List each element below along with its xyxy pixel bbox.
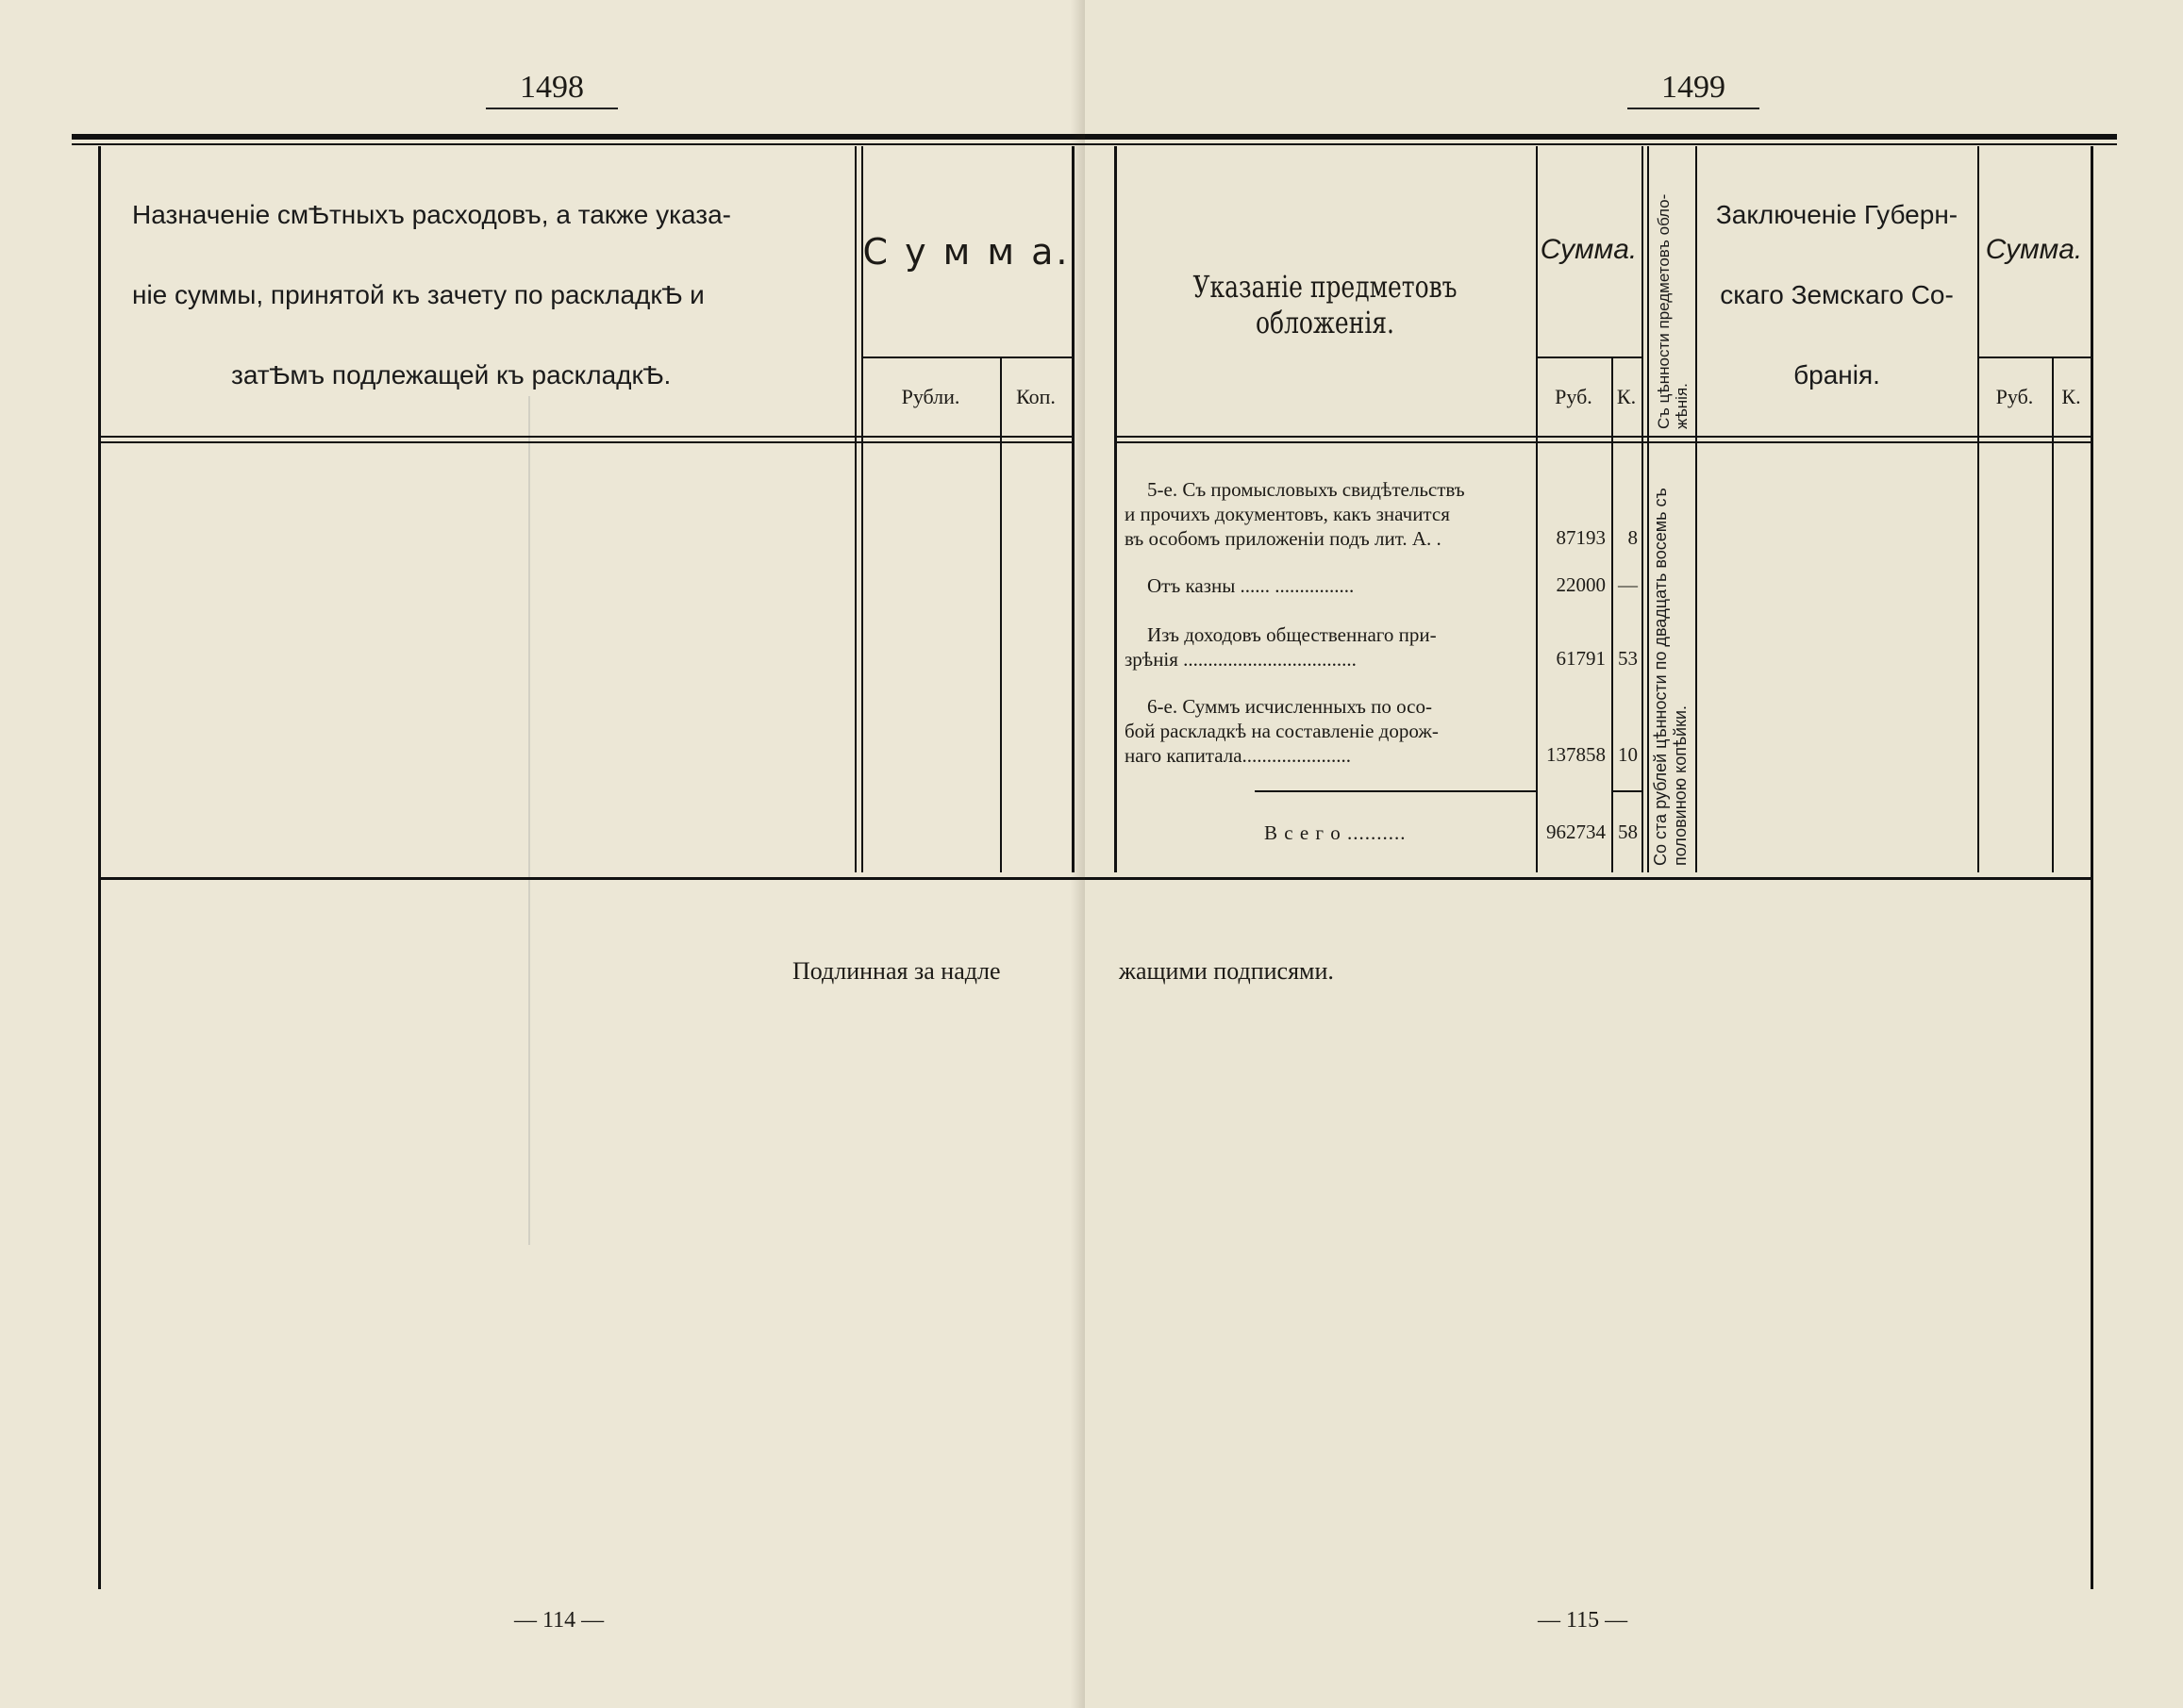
sum2-title: Сумма. — [1985, 234, 2083, 265]
right-page — [1085, 0, 2183, 1708]
top-thick-rule — [72, 134, 1085, 140]
folio-left: — 114 — — [514, 1608, 605, 1633]
value-column-vertical: Съ цѣнности предметовъ обло-жѣнія. — [1655, 193, 1691, 429]
total-kop: 58 — [1618, 821, 1638, 843]
rate-column-vertical: Со ста рублей цѣнности по двадцать восемь съ половиною копѣйки. — [1651, 488, 1690, 866]
rub-kop-divider — [1611, 357, 1613, 872]
page-number: 1499 — [1627, 68, 1759, 109]
row-4-line-3: наго капитала...................... — [1125, 744, 1352, 767]
sum2-subheader-rule — [1977, 357, 2091, 358]
row-4-line-1: 6-е. Суммъ исчисленныхъ по осо- — [1147, 695, 1432, 718]
kopecks-label: Коп. — [1016, 385, 1056, 408]
total-rule-kop — [1611, 790, 1641, 792]
row-1-rub: 87193 — [1556, 526, 1606, 549]
footer-text-left: Подлинная за надле — [792, 957, 1001, 985]
row-3-line-1: Изъ доходовъ общественнаго при- — [1147, 623, 1437, 646]
total-rub: 962734 — [1546, 821, 1606, 843]
conclusion-line-3: бранія. — [1793, 360, 1880, 390]
header-bottom-rule — [98, 436, 1072, 438]
total-rule — [1255, 790, 1536, 792]
row-2-text: Отъ казны ...... ................ — [1147, 574, 1355, 597]
header-line-2: ніе суммы, принятой къ зачету по раскладкѢ и — [132, 280, 705, 309]
top-thick-rule — [1085, 134, 2117, 140]
row-4-line-2: бой раскладкѣ на составленіе дорож- — [1125, 720, 1439, 742]
rubles-label: Рубли. — [901, 385, 960, 408]
conclusion-line-1: Заключеніе Губерн- — [1715, 200, 1958, 229]
row-4-kop: 10 — [1618, 743, 1638, 766]
sum-subheader-rule — [861, 357, 1072, 358]
page-number: 1498 — [486, 68, 618, 109]
row-1-line-1: 5-е. Съ промысловыхъ свидѣтельствъ — [1147, 478, 1465, 501]
table-end-rule — [1085, 877, 2091, 880]
sum-divider-double — [1647, 146, 1649, 872]
kop-label: К. — [1616, 385, 1637, 408]
row-2-rub: 22000 — [1556, 573, 1606, 596]
conclusion-line-2: скаго Земскаго Со- — [1720, 280, 1954, 309]
header-bottom-rule-2 — [98, 441, 1072, 443]
row-4-text — [1125, 694, 1532, 768]
header-line-1: Назначеніе смѢтныхъ расходовъ, а также указа- — [132, 200, 731, 229]
top-thin-rule — [1085, 143, 2117, 145]
bleed-through-shadow — [528, 396, 540, 1245]
row-1-kop: 8 — [1627, 526, 1638, 549]
row-4-rub: 137858 — [1546, 743, 1606, 766]
kop-divider — [1000, 357, 1002, 872]
row-2-kop: — — [1618, 573, 1638, 596]
row-1-line-2: и прочихъ документовъ, какъ значится — [1125, 503, 1450, 525]
rub-label: Руб. — [1555, 385, 1592, 408]
kop2-label: К. — [2061, 385, 2081, 408]
vertical-col-divider — [1695, 146, 1697, 872]
sum-title: С у м м а. — [862, 231, 1071, 273]
header-bottom-rule — [1114, 436, 2091, 438]
row-3-rub: 61791 — [1556, 647, 1606, 670]
header-line-3: затѢмъ подлежащей къ раскладкѢ. — [231, 360, 672, 390]
row-3-line-2: зрѣнія ................................... — [1125, 648, 1357, 671]
rub2-kop2-divider — [2052, 357, 2054, 872]
table-end-rule — [98, 877, 1085, 880]
footer-text-right: жащими подписями. — [1119, 957, 1334, 985]
row-1-text — [1125, 477, 1532, 551]
sum-title: Сумма. — [1540, 234, 1638, 265]
left-page — [0, 0, 1085, 1708]
sum-subheader-rule — [1536, 357, 1641, 358]
total-label: В с е г о .......... — [1264, 821, 1407, 844]
rub2-label: Руб. — [1995, 385, 2034, 408]
sum-divider — [1641, 146, 1643, 872]
subjects-title: Указаніе предметовъ обложенія. — [1192, 269, 1458, 340]
row-3-kop: 53 — [1618, 647, 1638, 670]
left-border — [1114, 146, 1117, 872]
row-1-line-3: въ особомъ приложеніи подъ лит. А. . — [1125, 527, 1441, 550]
right-border — [2091, 146, 2093, 1589]
top-thin-rule — [72, 143, 1085, 145]
col-divider — [855, 146, 857, 872]
header-bottom-rule-2 — [1114, 441, 2091, 443]
row-3-text — [1125, 622, 1532, 672]
folio-right: — 115 — — [1538, 1608, 1628, 1633]
left-border — [98, 146, 101, 1589]
